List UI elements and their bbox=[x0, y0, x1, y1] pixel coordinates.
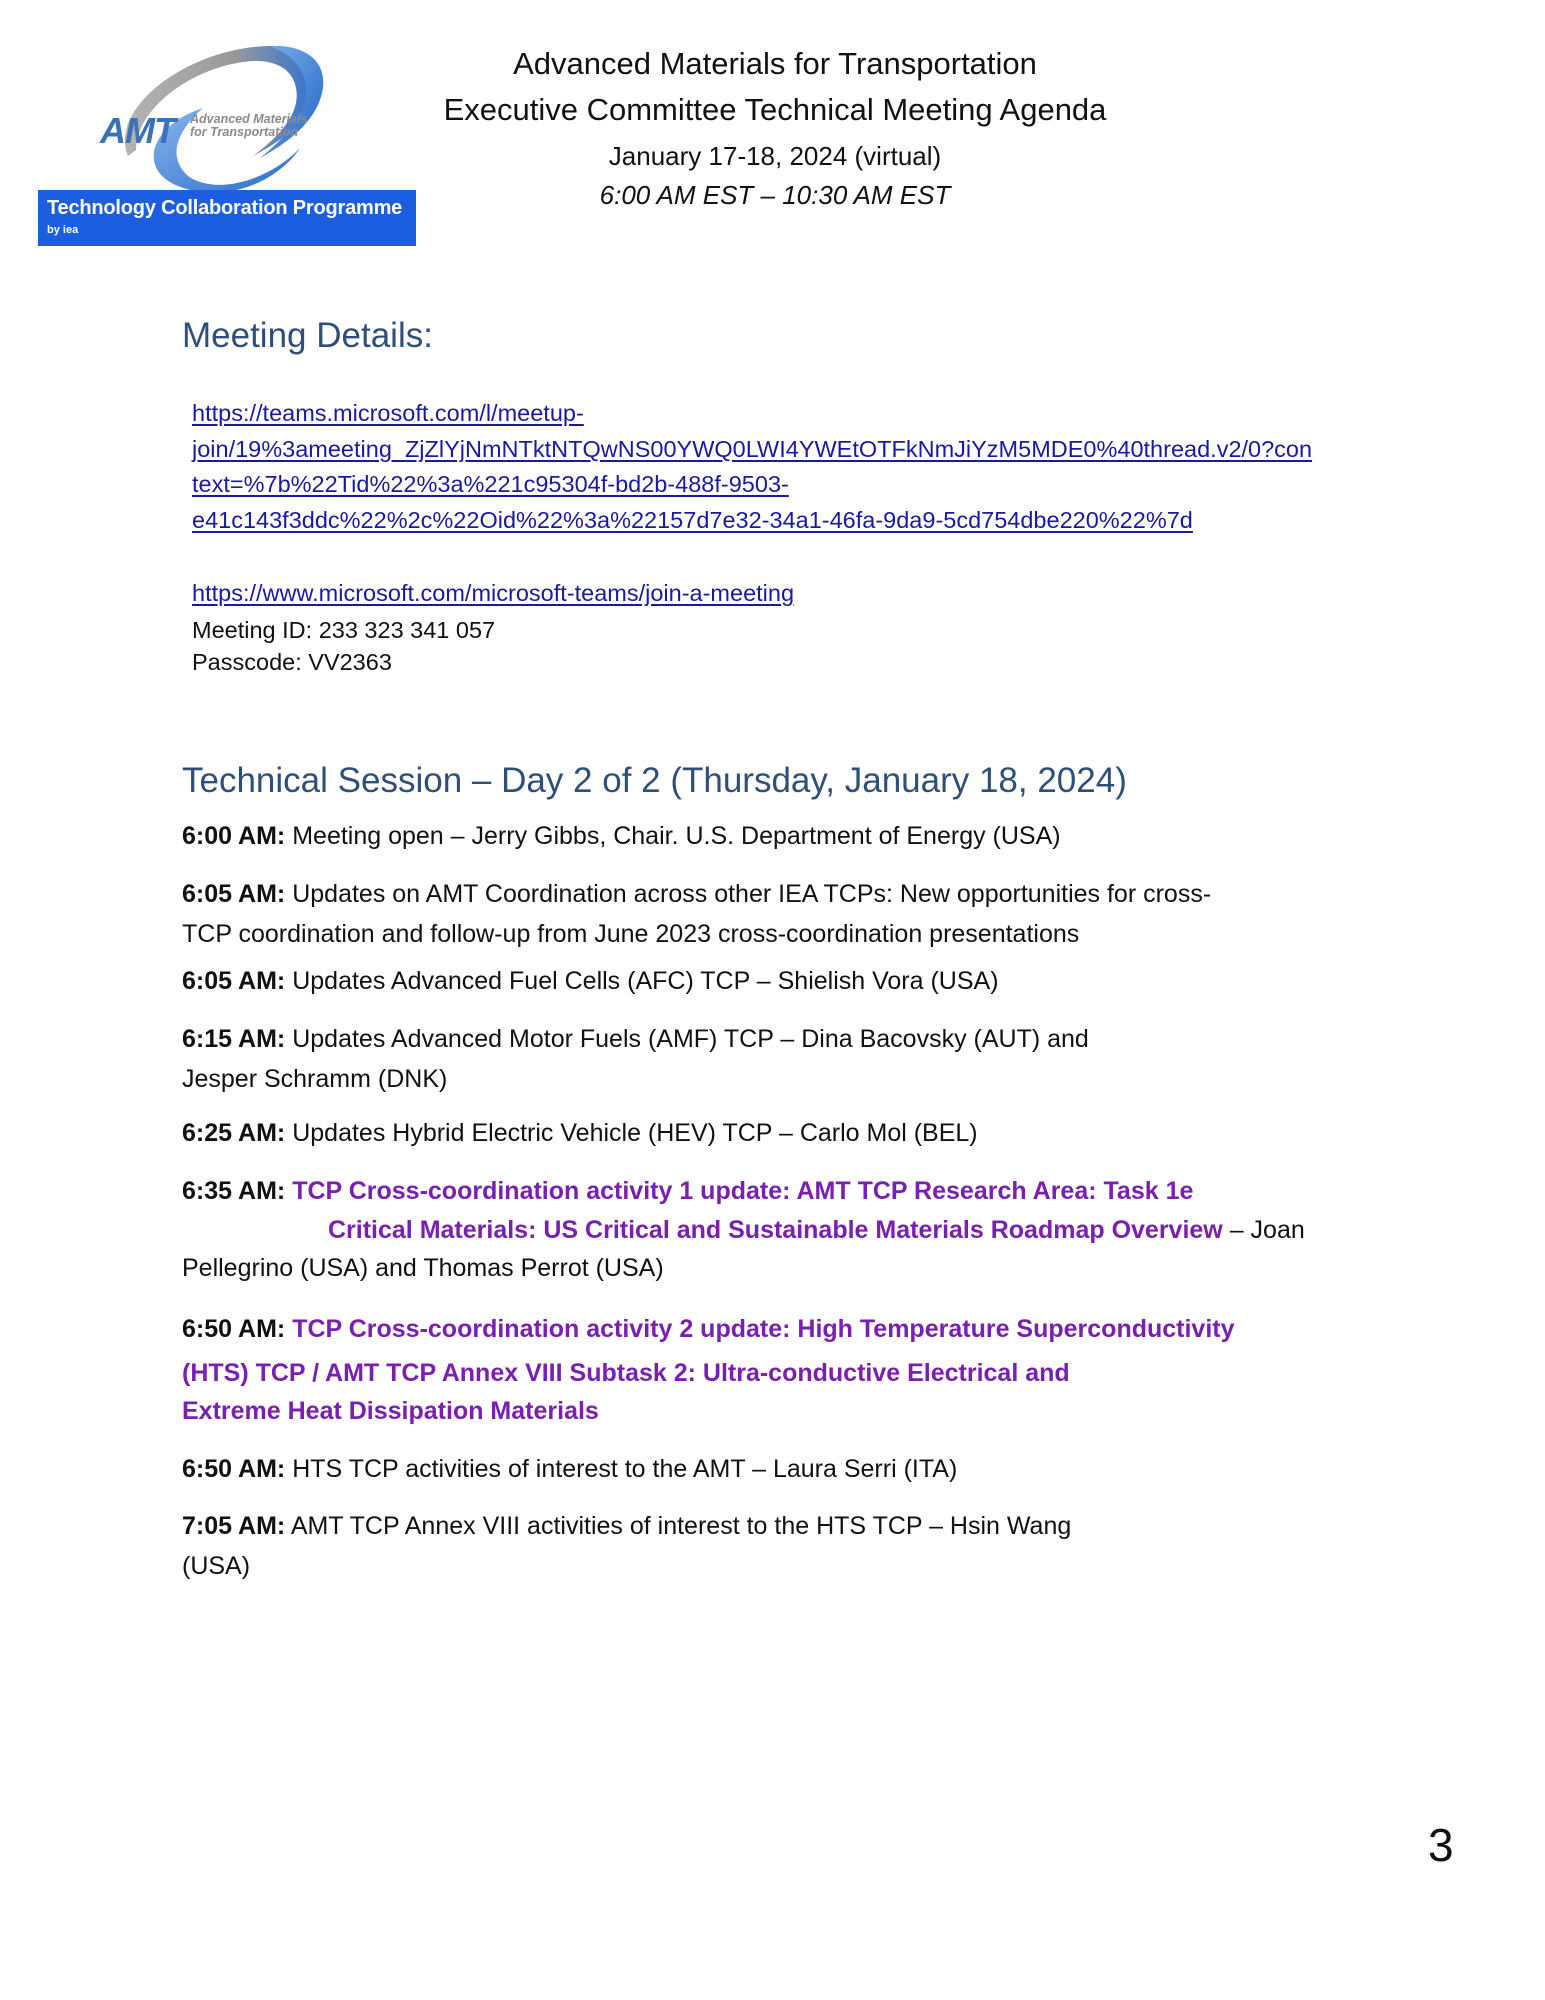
agenda-item-continuation: (HTS) TCP / AMT TCP Annex VIII Subtask 2: Ultra-conductive Electrical and bbox=[182, 1359, 1070, 1387]
agenda-time: 6:50 AM: bbox=[182, 1455, 286, 1483]
amt-subtitle bbox=[190, 113, 340, 139]
agenda-highlight-text: TCP Cross-coordination activity 2 update: High Temperature Superconductivity bbox=[292, 1315, 1235, 1343]
agenda-item bbox=[182, 1315, 1235, 1344]
agenda-item bbox=[182, 1119, 978, 1148]
agenda-text: Updates Hybrid Electric Vehicle (HEV) TCP – Carlo Mol (BEL) bbox=[285, 1119, 978, 1147]
meeting-time: 6:00 AM EST – 10:30 AM EST bbox=[599, 180, 951, 210]
agenda-item-continuation: TCP coordination and follow-up from June 2023 cross-coordination presentations bbox=[182, 920, 1080, 948]
agenda-item bbox=[182, 822, 1061, 851]
amt-wordmark: AMT bbox=[100, 110, 175, 151]
agenda-text: Updates Advanced Motor Fuels (AMF) TCP – Dina Bacovsky (AUT) and bbox=[285, 1025, 1089, 1053]
agenda-item-continuation: (USA) bbox=[182, 1552, 251, 1580]
agenda-item bbox=[182, 967, 999, 996]
agenda-item-continuation: Pellegrino (USA) and Thomas Perrot (USA) bbox=[182, 1254, 664, 1282]
agenda-item-continuation bbox=[328, 1216, 1305, 1245]
agenda-time: 6:25 AM: bbox=[182, 1119, 286, 1147]
teams-meeting-link-line[interactable]: join/19%3ameeting_ZjZlYjNmNTktNTQwNS00YWQ0LWI4YWEtOTFkNmJiYzM5MDE0%40thread.v2/0?con bbox=[192, 436, 1313, 462]
amt-subtitle-line1: Advanced Materials bbox=[190, 112, 308, 126]
tcp-banner-text: Technology Collaboration Programme bbox=[47, 197, 403, 219]
iea-byline: by iea bbox=[47, 224, 79, 236]
agenda-item-continuation: Jesper Schramm (DNK) bbox=[182, 1065, 448, 1093]
meeting-date: January 17-18, 2024 (virtual) bbox=[608, 141, 942, 171]
meeting-details-heading: Meeting Details: bbox=[182, 316, 433, 355]
document-title-line1: Advanced Materials for Transportation bbox=[513, 46, 1037, 81]
technical-session-heading: Technical Session – Day 2 of 2 (Thursday, January 18, 2024) bbox=[182, 761, 1127, 800]
agenda-item bbox=[182, 880, 1211, 909]
agenda-item bbox=[182, 1025, 1089, 1054]
document-title-line2: Executive Committee Technical Meeting Agenda bbox=[443, 92, 1107, 127]
agenda-time: 6:05 AM: bbox=[182, 967, 286, 995]
meeting-id: Meeting ID: 233 323 341 057 bbox=[192, 617, 496, 643]
agenda-text: Meeting open – Jerry Gibbs, Chair. U.S. Department of Energy (USA) bbox=[285, 822, 1061, 850]
agenda-text: – Joan bbox=[1222, 1216, 1305, 1244]
agenda-text: Updates on AMT Coordination across other IEA TCPs: New opportunities for cross- bbox=[285, 880, 1212, 908]
agenda-time: 6:50 AM: bbox=[182, 1315, 286, 1343]
agenda-highlight-text: Critical Materials: US Critical and Sustainable Materials Roadmap Overview bbox=[328, 1216, 1223, 1244]
meeting-passcode: Passcode: VV2363 bbox=[192, 649, 392, 675]
agenda-time: 7:05 AM: bbox=[182, 1512, 286, 1540]
teams-meeting-link-line[interactable]: text=%7b%22Tid%22%3a%221c95304f-bd2b-488f-9503- bbox=[192, 471, 789, 497]
agenda-highlight-text: TCP Cross-coordination activity 1 update: AMT TCP Research Area: Task 1e bbox=[292, 1177, 1194, 1205]
join-meeting-link[interactable]: https://www.microsoft.com/microsoft-teams/join-a-meeting bbox=[192, 580, 795, 606]
agenda-text: AMT TCP Annex VIII activities of interest to the HTS TCP – Hsin Wang bbox=[285, 1512, 1072, 1540]
agenda-item bbox=[182, 1455, 957, 1484]
amt-subtitle-line2: for Transportation bbox=[190, 125, 299, 139]
page-number: 3 bbox=[1428, 1819, 1454, 1871]
agenda-time: 6:35 AM: bbox=[182, 1177, 286, 1205]
agenda-item-continuation: Extreme Heat Dissipation Materials bbox=[182, 1397, 599, 1425]
agenda-item bbox=[182, 1177, 1193, 1206]
teams-meeting-link-line[interactable]: https://teams.microsoft.com/l/meetup- bbox=[192, 400, 584, 426]
agenda-text: Updates Advanced Fuel Cells (AFC) TCP – Shielish Vora (USA) bbox=[285, 967, 999, 995]
agenda-item bbox=[182, 1512, 1071, 1541]
agenda-text: HTS TCP activities of interest to the AMT – Laura Serri (ITA) bbox=[285, 1455, 958, 1483]
agenda-time: 6:15 AM: bbox=[182, 1025, 286, 1053]
agenda-time: 6:05 AM: bbox=[182, 880, 286, 908]
teams-meeting-link-line[interactable]: e41c143f3ddc%22%2c%22Oid%22%3a%22157d7e32-34a1-46fa-9da9-5cd754dbe220%22%7d bbox=[192, 507, 1193, 533]
agenda-time: 6:00 AM: bbox=[182, 822, 286, 850]
